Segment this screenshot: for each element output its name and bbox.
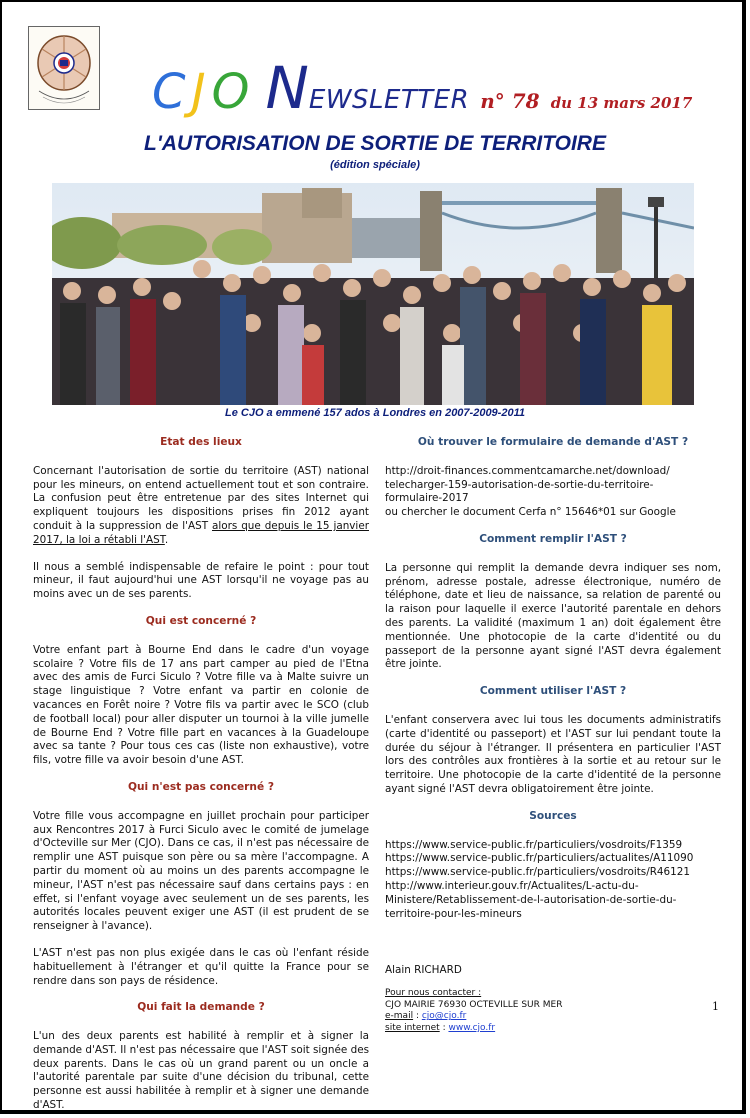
masthead-word: EWSLETTER <box>308 85 470 115</box>
source-line-2: https://www.service-public.fr/particuliers/actualites/A11090 <box>385 852 694 865</box>
heading-etat-des-lieux: Etat des lieux <box>160 436 242 448</box>
site-link[interactable]: www.cjo.fr <box>448 1022 496 1033</box>
right-column <box>385 436 721 1034</box>
formulaire-links <box>385 465 721 520</box>
heading-comment-utiliser: Comment utiliser l'AST ? <box>479 685 627 698</box>
formulaire-url-line-1: http://droit-finances.commentcamarche.net/download/ <box>385 464 670 477</box>
qui-est-concerne-paragraph: Votre enfant part à Bourne End dans le cadre d'un voyage scolaire ? Votre fils de 17 ans part camper au pied de l'Etna avec des amis de Furci Siculo ? Votre fille va à Malte suivre un stage linguistique ? Votre enfant va partir en colonie de vacances en Forêt noire ? Votre fils va partir avec le SCO (club de football local) pour aller disputer un tournoi à la ville jumelle de Bourne End ? Votre fille part en vacances à la Guadeloupe avec sa tante ? Pour tous ces cas (liste non exhaustive), votre fils, votre fille va avoir besoin d'une AST. <box>33 643 369 767</box>
email-link[interactable]: cjo@cjo.fr <box>421 1011 467 1022</box>
etat-des-lieux-text: Concernant l'autorisation de sortie du territoire (AST) national pour les mineurs, on entend actuellement tout et son contraire. La confusion peut être entretenue par des sites Internet qui expliquent toujours les dispositions prises fin 2012 ayant conduit à la suppression de l'AST <box>33 464 369 532</box>
site-label: site internet <box>385 1022 440 1033</box>
sources-list <box>385 839 721 922</box>
masthead-letter-c: C <box>152 64 186 120</box>
formulaire-url-line-3: formulaire-2017 <box>385 492 469 505</box>
comment-utiliser-paragraph: L'enfant conservera avec lui tous les documents administratifs (carte d'identité ou passeport) et l'AST sur lui pendant toute la durée du séjour à l'étranger. Il présentera en particulier l'AST lors des contrôles aux frontières à la sortie et au retour sur le territoire. Une photocopie de la carte d'identité de la personne ayant signé l'AST devra obligatoirement être jointe. <box>385 713 721 795</box>
etat-des-lieux-paragraph-2: Il nous a semblé indispensable de refaire le point : pour tout mineur, il faut aujourd'hui une AST lorsqu'il ne voyage pas au moins avec un de ses parents. <box>33 560 369 601</box>
issue-date: du 13 mars 2017 <box>550 94 693 112</box>
etat-des-lieux-end: . <box>164 533 169 546</box>
newsletter-masthead <box>152 54 712 122</box>
heading-sources: Sources <box>529 809 577 822</box>
heading-comment-remplir: Comment remplir l'AST ? <box>479 532 627 545</box>
qui-fait-la-demande-paragraph: L'un des deux parents est habilité à remplir et à signer la demande d'AST. Il n'est pas nécessaire que l'AST soit signée des deux parents. Dans le cas où un grand parent ou un oncle a l'autorité parentale par suite d'une décision du tribunal, cette personne est aussi habilitée à remplir et à signer une demande d'AST. <box>33 1030 369 1112</box>
email-separator: : <box>413 1011 422 1022</box>
contact-email-line <box>385 1011 721 1023</box>
etat-des-lieux-underlined: alors que depuis le 15 janvier 2017, la loi a rétabli l'AST <box>33 519 369 546</box>
source-line-3: https://www.service-public.fr/particuliers/vosdroits/R46121 <box>385 866 690 879</box>
contact-block <box>385 988 721 1034</box>
masthead-letter-o: O <box>211 64 250 120</box>
author-name: Alain RICHARD <box>385 964 462 977</box>
qui-nest-pas-concerne-paragraph: Votre fille vous accompagne en juillet prochain pour participer aux Rencontres 2017 à Furci Siculo avec le comité de jumelage d'Octeville sur Mer (CJO). Dans ce cas, il n'est pas nécessaire de remplir une AST puisque son père ou sa mère l'accompagne. A partir du moment où au moins un des parents accompagne le mineur, l'AST n'est pas nécessaire sauf dans certains pays : en effet, si l'enfant voyage avec seulement un de ses parents, les autorités locales peuvent exiger une AST (il est prudent de se renseigner à l'avance). <box>33 809 369 933</box>
cjo-logo <box>28 26 100 110</box>
page-title: L'AUTORISATION DE SORTIE DE TERRITOIRE <box>144 132 606 155</box>
photo-caption: Le CJO a emmené 157 ados à Londres en 2007-2009-2011 <box>224 407 525 419</box>
source-line-6: territoire-pour-les-mineurs <box>385 907 522 920</box>
qui-nest-pas-concerne-paragraph-2: L'AST n'est pas non plus exigée dans le cas où l'enfant réside habituellement à l'étranger et qu'il quitte la France pour se rendre dans son pays de résidence. <box>33 946 369 987</box>
heading-qui-nest-pas-concerne: Qui n'est pas concerné ? <box>128 780 274 793</box>
formulaire-cerfa-note: ou chercher le document Cerfa n° 15646*01 sur Google <box>385 506 676 519</box>
comment-remplir-paragraph: La personne qui remplit la demande devra indiquer ses nom, prénom, adresse postale, adresse électronique, numéro de téléphone, date et lieu de naissance, sa relation de parenté ou la raison pour laquelle il exerce l'autorité parentale en dehors des parents. La validité (maximum 1 an) doit également être mentionnée. Une photocopie de la carte d'identité ou du passeport de la personne ayant signé l'AST devra également être jointe. <box>385 561 721 671</box>
masthead-letter-n: N <box>265 54 309 122</box>
issue-number: n° 78 <box>480 89 540 113</box>
etat-des-lieux-paragraph <box>33 465 369 548</box>
formulaire-url-line-2: telecharger-159-autorisation-de-sortie-du-territoire- <box>385 478 654 491</box>
contact-heading: Pour nous contacter : <box>385 988 482 999</box>
masthead-letter-j: J <box>191 64 206 120</box>
heading-ou-trouver-formulaire: Où trouver le formulaire de demande d'AST ? <box>417 436 689 448</box>
source-line-1: https://www.service-public.fr/particuliers/vosdroits/F1359 <box>385 838 683 851</box>
email-label: e-mail <box>385 1011 414 1022</box>
site-separator: : <box>439 1022 449 1033</box>
source-line-5: Ministere/Retablissement-de-l-autorisation-de-sortie-du- <box>385 893 677 906</box>
contact-site-line <box>385 1023 721 1035</box>
contact-address: CJO MAIRIE 76930 OCTEVILLE SUR MER <box>385 999 563 1010</box>
heading-qui-fait-la-demande: Qui fait la demande ? <box>137 1001 265 1014</box>
heading-qui-est-concerne: Qui est concerné ? <box>145 614 257 627</box>
source-line-4: http://www.interieur.gouv.fr/Actualites/L-actu-du- <box>385 879 639 892</box>
group-photo-london <box>52 183 694 405</box>
page-subtitle: (édition spéciale) <box>330 159 420 171</box>
page-number: 1 <box>712 1000 719 1013</box>
left-column <box>33 436 369 1114</box>
